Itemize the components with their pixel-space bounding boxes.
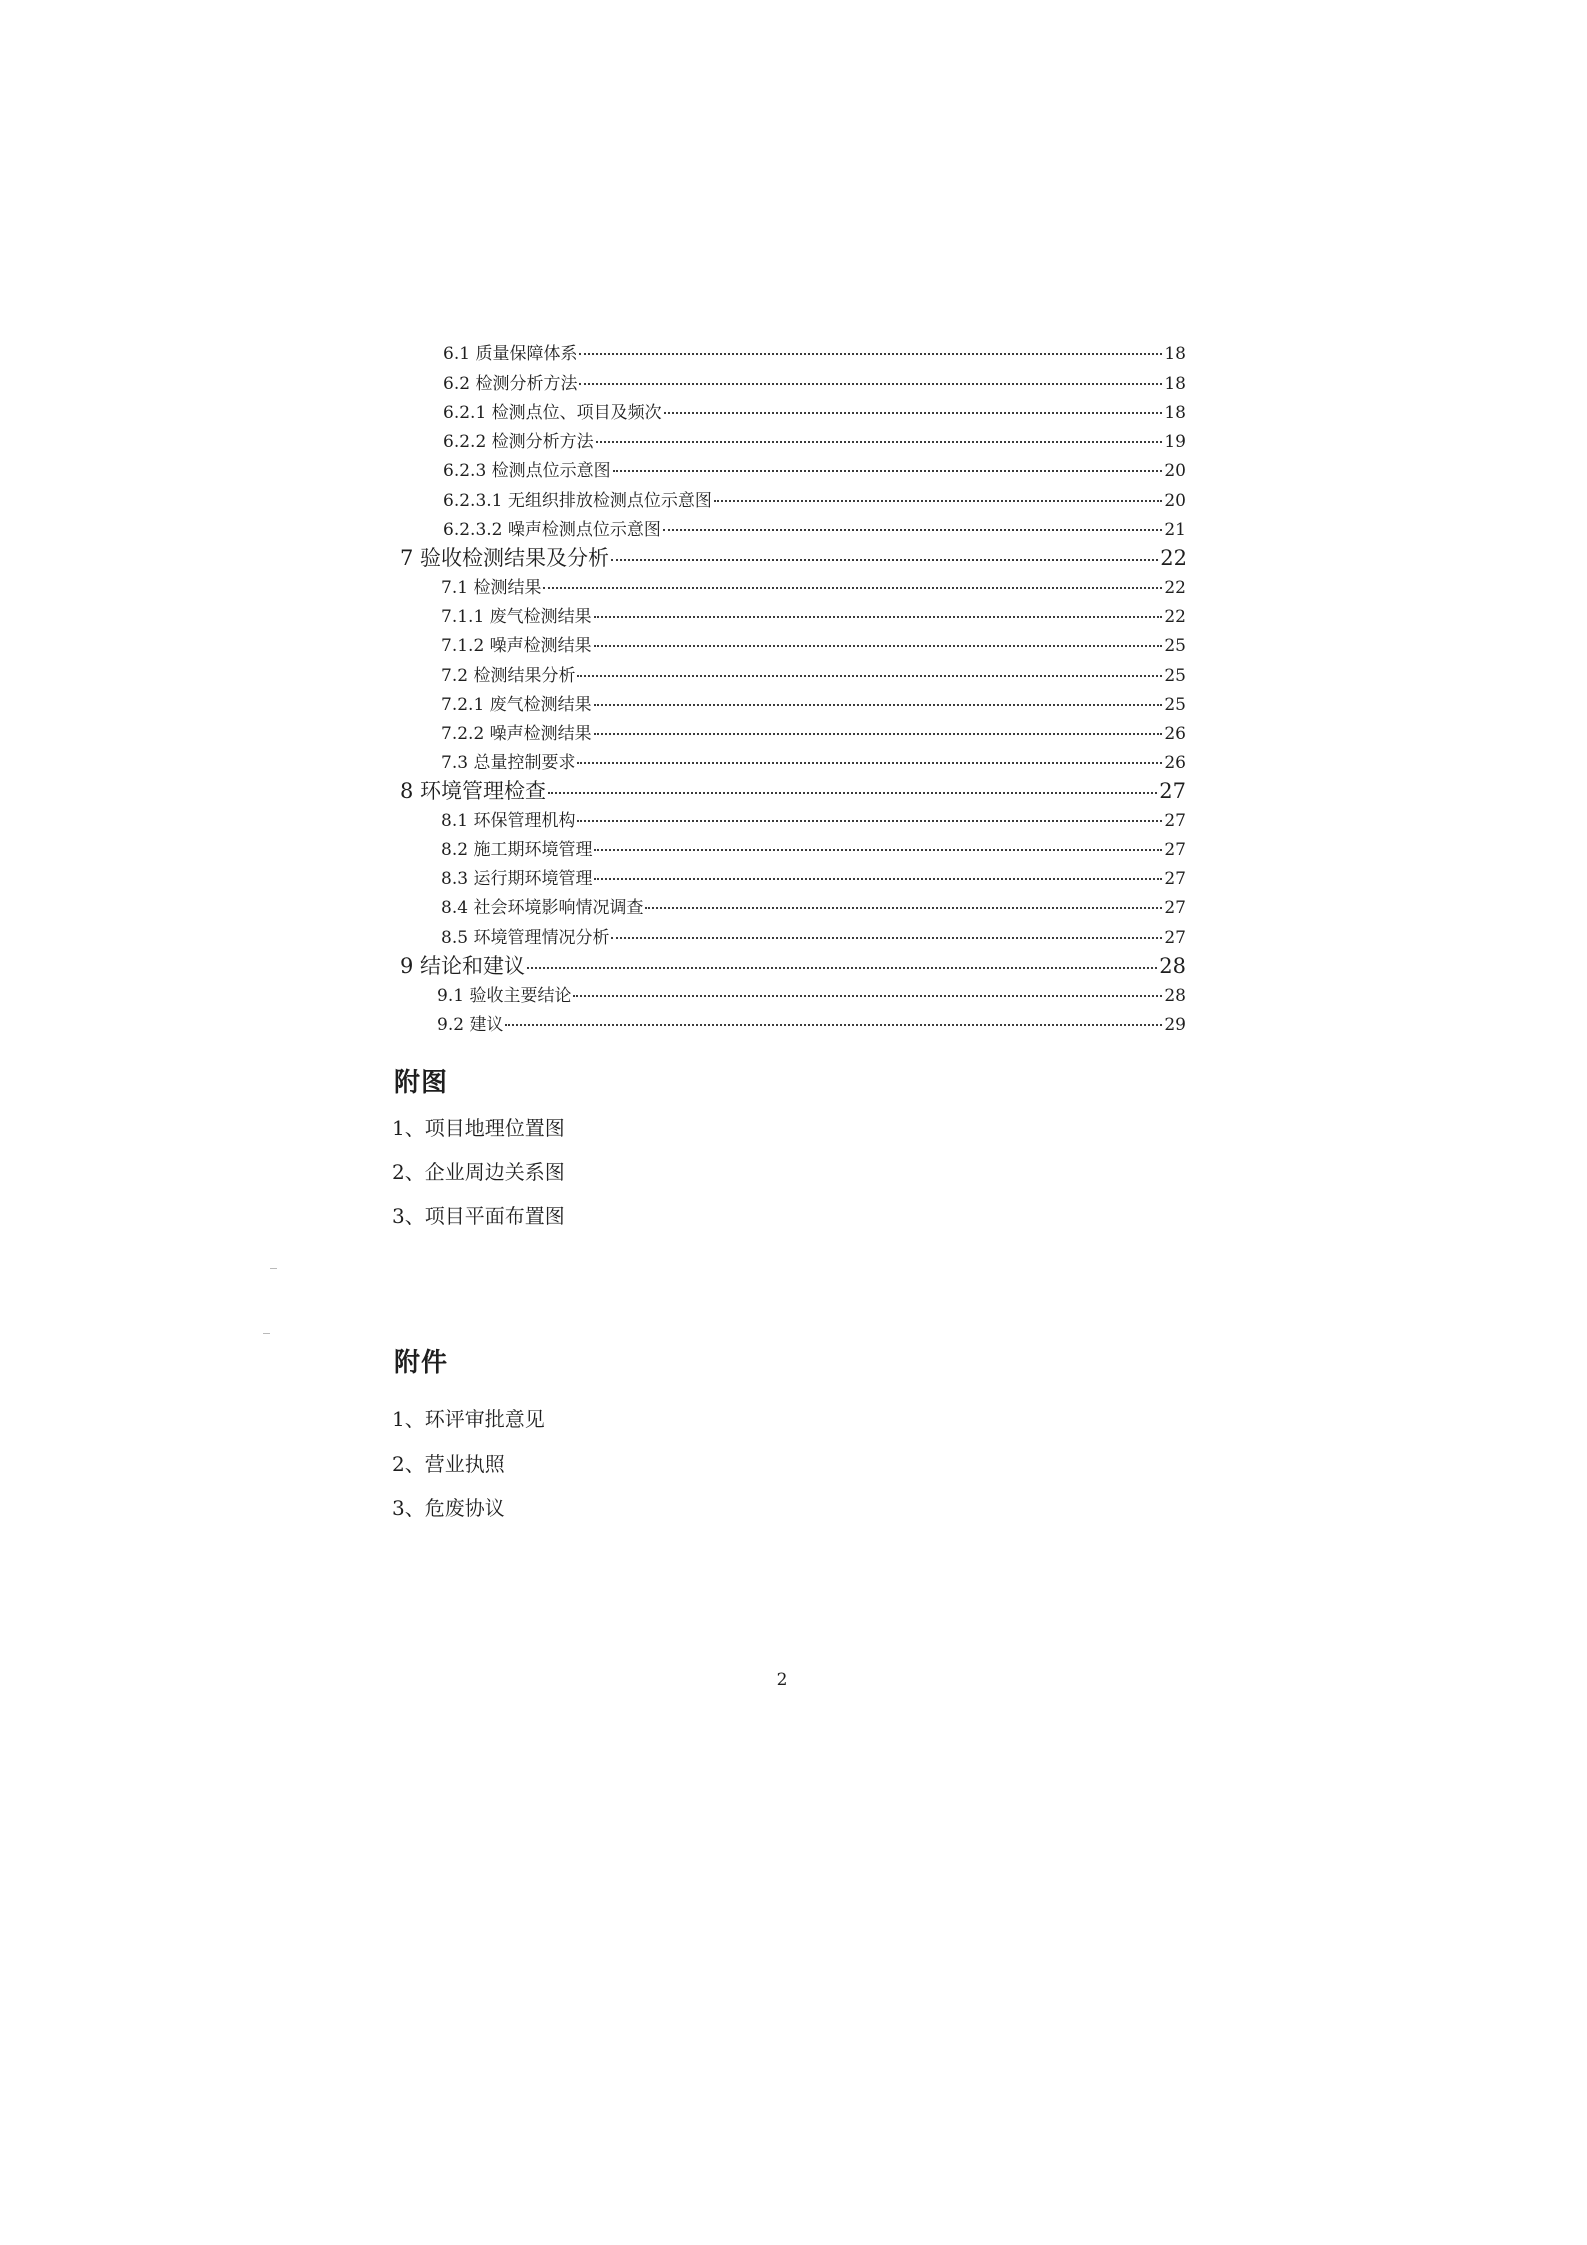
toc-chapter-entry xyxy=(400,953,1186,979)
toc-entry-page: 22 xyxy=(1164,578,1186,598)
toc-leader-dots xyxy=(543,587,1162,589)
toc-entry-label: 9 结论和建议 xyxy=(400,954,526,978)
toc-entry xyxy=(441,810,1186,832)
toc-entry-page: 29 xyxy=(1164,1015,1186,1035)
toc-entry-label: 7.1.2 噪声检测结果 xyxy=(441,636,592,656)
toc-entry xyxy=(443,343,1186,365)
toc-entry xyxy=(441,723,1186,745)
toc-leader-dots xyxy=(527,967,1157,969)
toc-entry-page: 27 xyxy=(1164,869,1186,889)
table-of-contents xyxy=(0,0,1587,1050)
toc-leader-dots xyxy=(548,792,1157,794)
toc-entry-page: 27 xyxy=(1159,779,1186,803)
toc-leader-dots xyxy=(714,500,1162,502)
toc-entry-page: 20 xyxy=(1164,491,1186,511)
toc-entry-label: 6.1 质量保障体系 xyxy=(443,344,578,364)
toc-leader-dots xyxy=(505,1024,1162,1026)
attachment-list-item: 2、营业执照 xyxy=(392,1452,505,1476)
toc-entry-label: 6.2.2 检测分析方法 xyxy=(443,432,594,452)
toc-entry-page: 18 xyxy=(1164,374,1186,394)
toc-entry-page: 19 xyxy=(1164,432,1186,452)
toc-entry xyxy=(443,402,1186,424)
toc-entry-page: 22 xyxy=(1164,607,1186,627)
toc-entry-label: 7.2.1 废气检测结果 xyxy=(441,695,592,715)
toc-leader-dots xyxy=(577,675,1162,677)
attachment-list-item: 1、环评审批意见 xyxy=(392,1407,545,1431)
toc-entry-label: 6.2.3.2 噪声检测点位示意图 xyxy=(443,520,661,540)
toc-entry-page: 18 xyxy=(1164,344,1186,364)
toc-leader-dots xyxy=(611,937,1162,939)
toc-entry xyxy=(441,868,1186,890)
toc-leader-dots xyxy=(594,878,1162,880)
toc-entry-label: 6.2 检测分析方法 xyxy=(443,374,578,394)
toc-entry-page: 27 xyxy=(1164,840,1186,860)
toc-entry-label: 6.2.1 检测点位、项目及频次 xyxy=(443,403,662,423)
toc-entry-page: 18 xyxy=(1164,403,1186,423)
toc-entry xyxy=(441,752,1186,774)
attachments-title: 附件 xyxy=(394,1348,449,1378)
toc-entry-label: 8 环境管理检查 xyxy=(400,779,547,803)
toc-leader-dots xyxy=(594,849,1162,851)
toc-entry-label: 7.1 检测结果 xyxy=(441,578,542,598)
toc-entry-label: 8.4 社会环境影响情况调查 xyxy=(441,898,644,918)
toc-leader-dots xyxy=(594,733,1163,735)
figures-title: 附图 xyxy=(394,1068,449,1098)
toc-entry xyxy=(441,839,1186,861)
toc-entry xyxy=(441,665,1186,687)
toc-entry xyxy=(443,490,1186,512)
toc-leader-dots xyxy=(594,645,1163,647)
toc-entry-label: 9.2 建议 xyxy=(437,1015,504,1035)
toc-entry xyxy=(441,694,1186,716)
toc-entry-label: 9.1 验收主要结论 xyxy=(437,986,572,1006)
toc-leader-dots xyxy=(596,441,1163,443)
toc-entry xyxy=(443,373,1186,395)
toc-leader-dots xyxy=(573,995,1162,997)
toc-leader-dots xyxy=(577,762,1162,764)
toc-leader-dots xyxy=(579,353,1162,355)
toc-entry-label: 8.3 运行期环境管理 xyxy=(441,869,593,889)
toc-entry-page: 20 xyxy=(1164,461,1186,481)
toc-entry xyxy=(441,897,1186,919)
toc-entry xyxy=(441,577,1186,599)
toc-leader-dots xyxy=(611,559,1158,561)
toc-entry-page: 22 xyxy=(1160,546,1187,570)
toc-entry-label: 6.2.3 检测点位示意图 xyxy=(443,461,611,481)
toc-entry-label: 7.2.2 噪声检测结果 xyxy=(441,724,592,744)
toc-leader-dots xyxy=(663,529,1162,531)
toc-leader-dots xyxy=(664,412,1163,414)
toc-entry-page: 28 xyxy=(1159,954,1186,978)
toc-entry-page: 28 xyxy=(1164,986,1186,1006)
figure-list-item: 2、企业周边关系图 xyxy=(392,1160,565,1184)
toc-entry xyxy=(437,985,1186,1007)
toc-entry-label: 8.2 施工期环境管理 xyxy=(441,840,593,860)
toc-entry-page: 27 xyxy=(1164,811,1186,831)
toc-entry xyxy=(441,927,1186,949)
toc-entry-label: 7.2 检测结果分析 xyxy=(441,666,576,686)
toc-entry-page: 21 xyxy=(1164,520,1186,540)
toc-chapter-entry xyxy=(400,778,1186,804)
toc-leader-dots xyxy=(645,907,1162,909)
toc-entry-page: 26 xyxy=(1164,753,1186,773)
toc-entry-label: 8.1 环保管理机构 xyxy=(441,811,576,831)
toc-chapter-entry xyxy=(400,545,1187,571)
figure-list-item: 1、项目地理位置图 xyxy=(392,1116,565,1140)
toc-entry xyxy=(441,635,1186,657)
toc-entry xyxy=(443,519,1186,541)
scan-artifact-mark xyxy=(270,1268,277,1269)
toc-leader-dots xyxy=(579,383,1162,385)
toc-entry-page: 25 xyxy=(1164,666,1186,686)
toc-entry-label: 8.5 环境管理情况分析 xyxy=(441,928,610,948)
toc-entry xyxy=(441,606,1186,628)
attachment-list-item: 3、危废协议 xyxy=(392,1496,505,1520)
toc-entry-label: 7.3 总量控制要求 xyxy=(441,753,576,773)
toc-entry xyxy=(443,431,1186,453)
figure-list-item: 3、项目平面布置图 xyxy=(392,1204,565,1228)
toc-entry-page: 27 xyxy=(1164,928,1186,948)
toc-entry-page: 27 xyxy=(1164,898,1186,918)
toc-entry-label: 6.2.3.1 无组织排放检测点位示意图 xyxy=(443,491,712,511)
toc-entry-page: 25 xyxy=(1164,636,1186,656)
toc-entry-label: 7 验收检测结果及分析 xyxy=(400,546,610,570)
toc-leader-dots xyxy=(594,616,1163,618)
toc-entry-page: 25 xyxy=(1164,695,1186,715)
toc-entry-label: 7.1.1 废气检测结果 xyxy=(441,607,592,627)
toc-entry xyxy=(437,1014,1186,1036)
toc-leader-dots xyxy=(594,704,1163,706)
page-number: 2 xyxy=(776,1670,788,1690)
scan-artifact-mark xyxy=(263,1333,270,1334)
toc-leader-dots xyxy=(577,820,1162,822)
toc-entry xyxy=(443,460,1186,482)
toc-entry-page: 26 xyxy=(1164,724,1186,744)
toc-leader-dots xyxy=(613,470,1163,472)
